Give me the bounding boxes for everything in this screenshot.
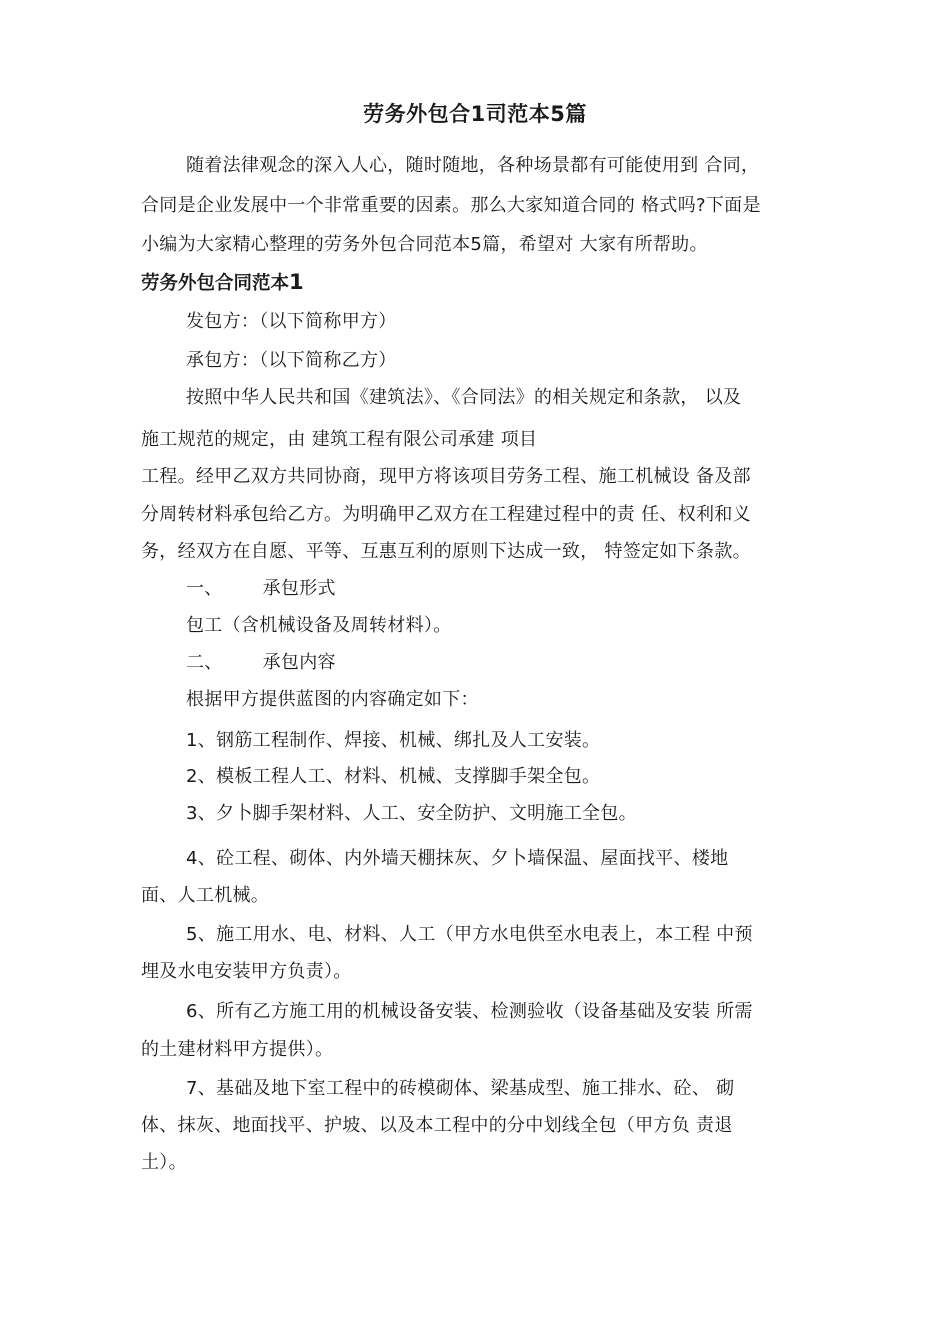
- list-item-continuation: 的土建材料甲方提供）。: [141, 1039, 334, 1060]
- intro-line: 合同是企业发展中一个非常重要的因素。那么大家知道合同的 格式吗?下面是: [141, 195, 761, 216]
- preamble-line: 工程。经甲乙双方共同协商，现甲方将该项目劳务工程、施工机械设 备及部: [141, 466, 751, 487]
- list-item: 2、模板工程人工、材料、机械、支撑脚手架全包。: [186, 766, 601, 787]
- list-item: 3、夕卜脚手架材料、人工、安全防护、文明施工全包。: [186, 803, 637, 824]
- list-item: 4、砼工程、砌体、内外墙天棚抹灰、夕卜墙保温、屋面找平、楼地: [186, 848, 729, 869]
- article-title: 承包形式: [262, 578, 336, 599]
- preamble-line: 按照中华人民共和国《建筑法》、《合同法》的相关规定和条款， 以及: [186, 387, 742, 408]
- article-heading: [186, 651, 336, 675]
- contractor-line: 承包方：（以下简称乙方）: [186, 350, 397, 371]
- document-title: 劳务外包合1司范本5篇: [363, 102, 587, 126]
- list-item: 6、所有乙方施工用的机械设备安装、检测验收（设备基础及安装 所需: [186, 1001, 753, 1022]
- list-item: 5、施工用水、电、材料、人工（甲方水电供至水电表上，本工程 中预: [186, 924, 753, 945]
- article-text: 根据甲方提供蓝图的内容确定如下：: [186, 689, 479, 710]
- intro-line: 小编为大家精心整理的劳务外包合同范本5篇，希望对 大家有所帮助。: [141, 234, 708, 255]
- employer-line: 发包方：（以下简称甲方）: [186, 311, 397, 332]
- article-text: 包工（含机械设备及周转材料）。: [186, 615, 452, 636]
- list-item-continuation: 埋及水电安装甲方负责）。: [141, 961, 352, 982]
- section-heading-text: 劳务外包合同范本: [141, 273, 290, 294]
- intro-line: 随着法律观念的深入人心，随时随地，各种场景都有可能使用到 合同，: [186, 155, 760, 176]
- section-heading-number: 1: [289, 270, 304, 294]
- list-item-continuation: 面、人工机械。: [141, 885, 270, 906]
- article-heading: [186, 577, 336, 601]
- preamble-line: 务，经双方在自愿、平等、互惠互利的原则下达成一致， 特签定如下条款。: [141, 541, 751, 562]
- preamble-line: 分周转材料承包给乙方。为明确甲乙双方在工程建过程中的责 任、权利和义: [141, 504, 751, 525]
- list-item: 1、钢筋工程制作、焊接、机械、绑扎及人工安装。: [186, 730, 601, 751]
- section-heading: [141, 269, 304, 295]
- preamble-line: 施工规范的规定，由 建筑工程有限公司承建 项目: [141, 429, 538, 450]
- article-title: 承包内容: [262, 652, 336, 673]
- list-item-continuation: 体、抹灰、地面找平、护坡、以及本工程中的分中划线全包（甲方负 责退: [141, 1115, 733, 1136]
- list-item-continuation: 土）。: [141, 1152, 187, 1173]
- list-item: 7、基础及地下室工程中的砖模砌体、梁基成型、施工排水、砼、 砌: [186, 1078, 735, 1099]
- article-number: 一、: [186, 578, 223, 599]
- article-number: 二、: [186, 652, 223, 673]
